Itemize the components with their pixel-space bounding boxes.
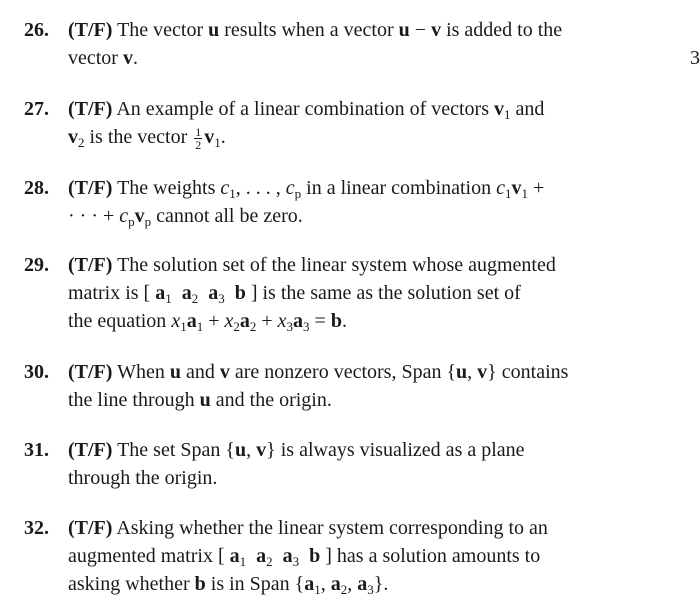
- exercise-text-line: augmented matrix [ $a_1$ $a_2$ $a_3$ b ] has a solution amounts to: [68, 545, 541, 569]
- exercise-number: 28.: [24, 177, 49, 199]
- exercise-text-line: (T/F) The weights $c_1$, . . . , $c_p$ in a linear combination $c_1v_1$ +: [68, 177, 545, 201]
- exercise-text-line: asking whether b is in Span {$a_1$, $a_2$, $a_3$}.: [68, 573, 389, 597]
- exercise-text-line: through the origin.: [68, 467, 218, 489]
- exercise-text-line: · · · + $c_pv_p$ cannot all be zero.: [68, 205, 303, 229]
- fraction-one-half: $\frac{1}{2}$: [195, 125, 202, 152]
- exercise-number: 31.: [24, 439, 49, 461]
- exercise-text-line: (T/F) The vector u results when a vector u − v is added to the: [68, 19, 563, 41]
- exercise-text-line: the line through u and the origin.: [68, 389, 332, 411]
- exercise-text-line: (T/F) The solution set of the linear system whose augmented: [68, 254, 556, 276]
- exercise-text-line: (T/F) When u and v are nonzero vectors, Span {u, v} contains: [68, 361, 569, 383]
- margin-page-number: 3: [690, 47, 700, 69]
- exercise-text-line: the equation $x_1a_1 + x_2a_2 + x_3a_3 = b$.: [68, 310, 347, 334]
- exercise-text-line: (T/F) The set Span {u, v} is always visualized as a plane: [68, 439, 525, 461]
- exercise-number: 30.: [24, 361, 49, 383]
- exercise-text-line: vector v.: [68, 47, 138, 69]
- exercise-number: 29.: [24, 254, 49, 276]
- exercise-text-line: matrix is [ $a_1$ $a_2$ $a_3$ b ] is the same as the solution set of: [68, 282, 521, 306]
- exercise-text-line: $v_2$ is the vector $\frac{1}{2}$ $v_1$.: [68, 125, 226, 152]
- exercise-text-line: (T/F) Asking whether the linear system corresponding to an: [68, 517, 548, 539]
- exercise-number: 26.: [24, 19, 49, 41]
- exercise-text-line: (T/F) An example of a linear combination of vectors $v_1$ and: [68, 98, 545, 122]
- exercise-number: 27.: [24, 98, 49, 120]
- exercise-number: 32.: [24, 517, 49, 539]
